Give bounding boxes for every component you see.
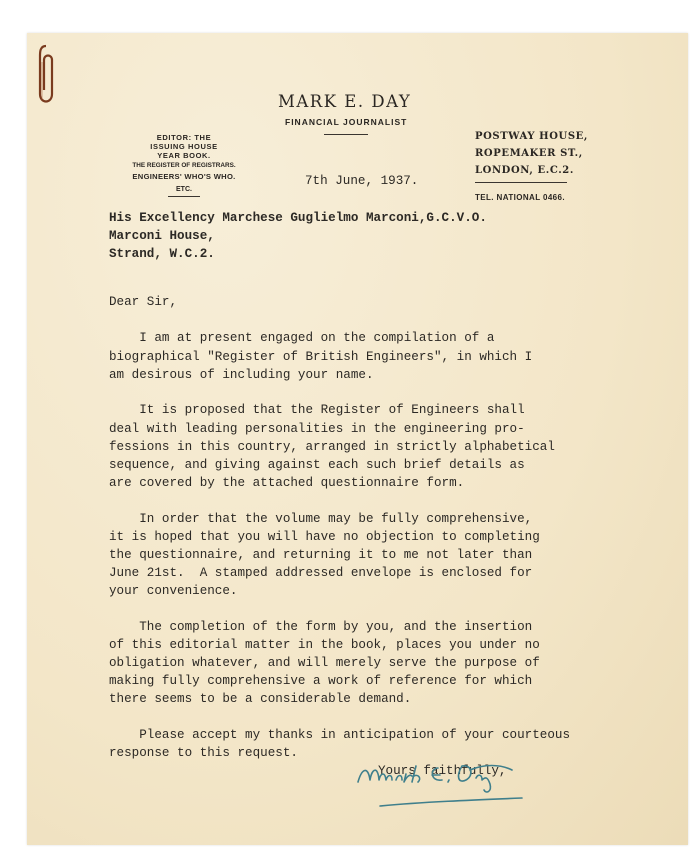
body-line: deal with leading personalities in the engineering pro-	[109, 422, 525, 436]
publication-line: ISSUING HOUSE	[150, 142, 218, 151]
publication-line: ENGINEERS' WHO'S WHO.	[132, 172, 236, 181]
body-line: biographical "Register of British Engineers", in which I	[109, 350, 533, 364]
body-line: It is proposed that the Register of Engineers shall	[109, 403, 525, 417]
body-line: June 21st. A stamped addressed envelope is enclosed for	[109, 566, 533, 580]
body-line: there seems to be a considerable demand.	[109, 692, 412, 706]
body-line: am desirous of including your name.	[109, 368, 374, 382]
body-line: The completion of the form by you, and the insertion	[109, 620, 533, 634]
body-line: In order that the volume may be fully comprehensive,	[109, 512, 533, 526]
body-line: are covered by the attached questionnaire form.	[109, 476, 465, 490]
body-line: your convenience.	[109, 584, 238, 598]
publication-line: YEAR BOOK.	[157, 151, 211, 160]
body-line: sequence, and giving against each such brief details as	[109, 458, 525, 472]
letterhead-name: MARK E. DAY	[278, 92, 412, 111]
title-divider	[324, 134, 368, 135]
body-line: Please accept my thanks in anticipation of your courteous	[109, 728, 571, 742]
address-line: LONDON, E.C.2.	[475, 165, 574, 176]
body-line: response to this request.	[109, 746, 298, 760]
address-line: POSTWAY HOUSE,	[475, 131, 588, 142]
recipient-line: Marconi House,	[109, 229, 215, 243]
letter-page	[27, 33, 688, 845]
recipient-line: His Excellency Marchese Guglielmo Marconi,G.C.V.O.	[109, 211, 487, 225]
editor-line: EDITOR: THE	[156, 133, 212, 142]
left-divider	[168, 196, 200, 197]
recipient-line: Strand, W.C.2.	[109, 247, 215, 261]
salutation: Dear Sir,	[109, 295, 178, 309]
letter-date: 7th June, 1937.	[305, 174, 419, 188]
signature-icon	[352, 750, 542, 825]
etc-line: ETC.	[176, 186, 192, 193]
body-line: it is hoped that you will have no objection to completing	[109, 530, 540, 544]
body-line: making fully comprehensive a work of reference for which	[109, 674, 533, 688]
publication-line: THE REGISTER OF REGISTRARS.	[132, 162, 236, 169]
body-line: obligation whatever, and will merely serve the purpose of	[109, 656, 540, 670]
body-line: of this editorial matter in the book, places you under no	[109, 638, 540, 652]
body-line: the questionnaire, and returning it to me not later than	[109, 548, 533, 562]
telephone: TEL. NATIONAL 0466.	[475, 193, 565, 202]
letterhead-title: FINANCIAL JOURNALIST	[285, 117, 408, 127]
address-line: ROPEMAKER ST.,	[475, 148, 583, 159]
body-line: I am at present engaged on the compilation of a	[109, 331, 495, 345]
address-divider	[475, 182, 567, 183]
closing: Yours faithfully,	[378, 764, 507, 778]
body-line: fessions in this country, arranged in strictly alphabetical	[109, 440, 555, 454]
paper-clip-icon	[38, 42, 54, 112]
